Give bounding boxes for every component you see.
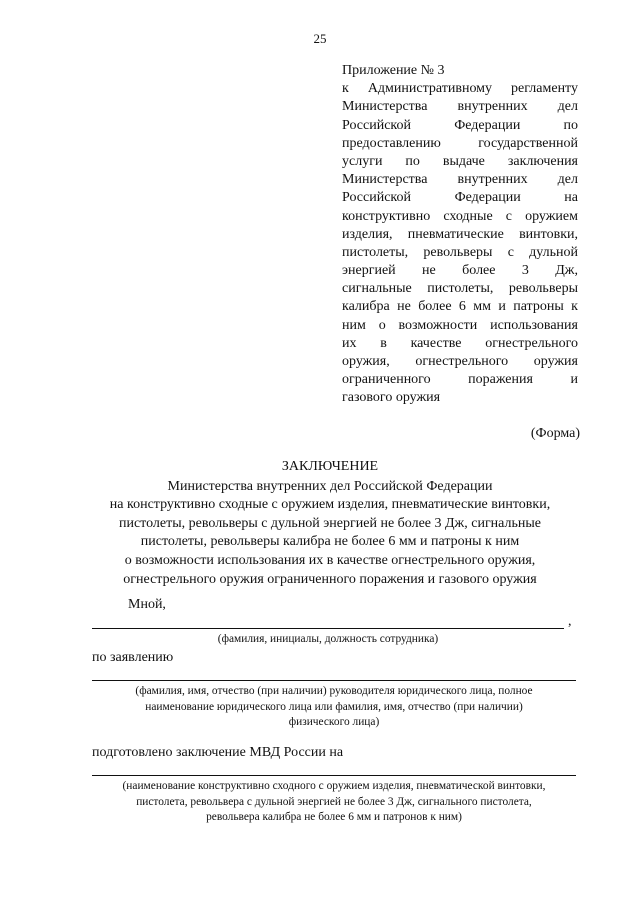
- by-me-comma: ,: [568, 614, 572, 629]
- appendix-line: Министерства внутренних дел: [342, 172, 578, 188]
- item-name-field-line[interactable]: [92, 775, 576, 776]
- appendix-header: [342, 62, 578, 408]
- item-name-caption-line: револьвера калибра не более 6 мм и патронов к ним): [206, 811, 462, 824]
- page-number: 25: [313, 31, 327, 46]
- appendix-line: ограниченного поражения и: [342, 372, 578, 388]
- title-line: Министерства внутренних дел Российской Федерации: [167, 478, 493, 494]
- by-me-label: Мной,: [128, 597, 166, 612]
- appendix-line: Российской Федерации по: [342, 117, 578, 133]
- appendix-line: сигнальные пистолеты, револьверы: [342, 281, 578, 297]
- applicant-caption: [92, 684, 576, 731]
- title-line: пистолеты, револьверы с дульной энергией не более 3 Дж, сигнальные: [118, 515, 541, 531]
- appendix-line: их в качестве огнестрельного: [342, 335, 578, 351]
- applicant-caption-line: физического лица): [288, 716, 380, 729]
- appendix-line: калибра не более 6 мм и патроны к: [342, 299, 578, 315]
- applicant-caption-line: (фамилия, имя, отчество (при наличии) руководителя юридического лица, полное: [135, 685, 533, 697]
- conclusion-label: подготовлено заключение МВД России на: [92, 745, 344, 760]
- applicant-field-line[interactable]: [92, 680, 576, 681]
- appendix-line: газового оружия: [342, 390, 441, 406]
- title-line: на конструктивно сходные с оружием изделия, пневматические винтовки,: [109, 497, 551, 513]
- appendix-line: Министерства внутренних дел: [342, 99, 578, 115]
- item-name-caption-line: пистолета, револьвера с дульной энергией не более 3 Дж, сигнального пистолета,: [136, 795, 532, 808]
- appendix-line: Приложение № 3: [342, 63, 445, 78]
- appendix-line: ним о возможности использования: [342, 317, 578, 333]
- appendix-line: пистолеты, револьверы с дульной: [342, 244, 578, 260]
- appendix-line: энергией не более 3 Дж,: [342, 263, 578, 279]
- appendix-line: изделия, пневматические винтовки,: [342, 226, 578, 242]
- employee-name-caption: (фамилия, инициалы, должность сотрудника): [217, 633, 439, 645]
- item-name-caption: [88, 779, 580, 826]
- appendix-line: предоставлению государственной: [342, 135, 578, 151]
- appendix-line: Российской Федерации на: [342, 190, 578, 206]
- application-label: по заявлению: [92, 650, 174, 665]
- title-line: пистолеты, револьверы калибра не более 6 мм и патроны к ним: [140, 534, 520, 550]
- document-title-block: [80, 458, 580, 589]
- appendix-line: оружия, огнестрельного оружия: [342, 354, 578, 369]
- appendix-line: к Административному регламенту: [342, 81, 578, 97]
- applicant-caption-line: наименование юридического лица или фамилия, имя, отчество (при наличии): [145, 700, 523, 713]
- title-line: о возможности использования их в качестве огнестрельного оружия,: [124, 552, 536, 568]
- employee-name-field-line[interactable]: [92, 628, 564, 629]
- appendix-line: конструктивно сходные с оружием: [342, 208, 578, 224]
- title-line: огнестрельного оружия ограниченного поражения и газового оружия: [123, 571, 537, 587]
- appendix-line: услуги по выдаче заключения: [342, 153, 578, 169]
- document-title: ЗАКЛЮЧЕНИЕ: [281, 459, 379, 474]
- form-label: (Форма): [530, 426, 580, 441]
- item-name-caption-line: (наименование конструктивно сходного с оружием изделия, пневматической винтовки,: [122, 780, 546, 792]
